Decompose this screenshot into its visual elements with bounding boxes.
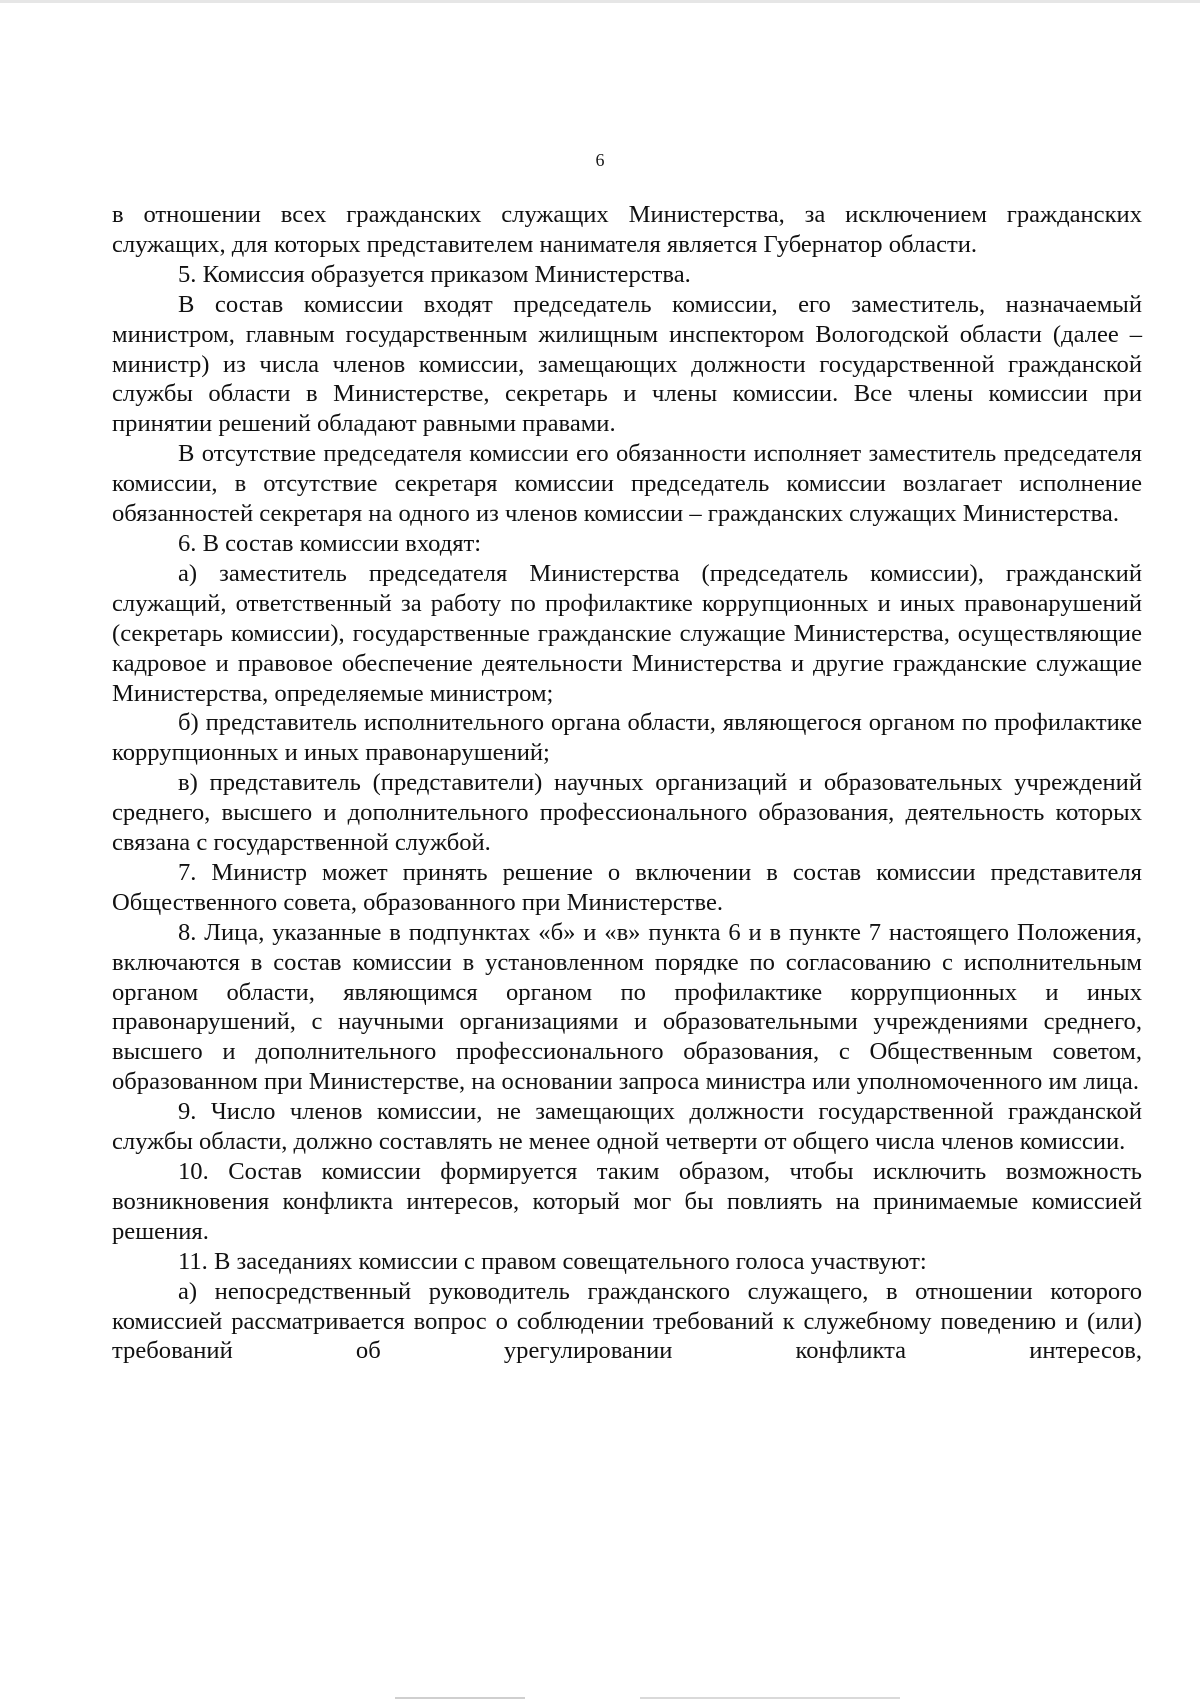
scan-mark [640,1697,900,1699]
paragraph-chair-absence: В отсутствие председателя комиссии его обязанности исполняет заместитель председателя комиссии, в отсутствие секретаря комиссии председатель комиссии возлагает исполнение обязанностей секретаря на одного из членов комиссии – гражданских служащих Министерства. [112,440,1142,528]
paragraph-item-6: 6. В состав комиссии входят: [178,529,482,557]
paragraph-continuation: в отношении всех гражданских служащих Министерства, за исключением гражданских служащих, для которых представителем нанимателя является Губернатор области. [112,201,1142,258]
paragraph-item-9: 9. Число членов комиссии, не замещающих должности государственной гражданской службы области, должно составлять не менее одной четверти от общего числа членов комиссии. [112,1098,1142,1156]
paragraph-item-7: 7. Министр может принять решение о включении в состав комиссии представителя Общественного совета, образованного при Министерстве. [112,858,1142,916]
paragraph-item-5: 5. Комиссия образуется приказом Министерства. [178,260,691,288]
scan-mark [395,1697,525,1699]
document-body [112,200,1142,1366]
paragraph-item-11: 11. В заседаниях комиссии с правом совещательного голоса участвуют: [178,1247,927,1275]
paragraph-item-6v: в) представитель (представители) научных организаций и образовательных учреждений среднего, высшего и дополнительного профессионального образования, деятельность которых связана с государственной службой. [112,769,1142,857]
scan-edge [0,0,1200,3]
paragraph-item-11a: а) непосредственный руководитель гражданского служащего, в отношении которого комиссией рассматривается вопрос о соблюдении требований к служебному поведению и (или) требований об урегулировании конфликта интересов, [112,1277,1142,1365]
paragraph-item-10: 10. Состав комиссии формируется таким образом, чтобы исключить возможность возникновения конфликта интересов, который мог бы повлиять на принимаемые комиссией решения. [112,1158,1142,1245]
paragraph-commission-composition: В состав комиссии входят председатель комиссии, его заместитель, назначаемый министром, главным государственным жилищным инспектором Вологодской области (далее – министр) из числа членов комиссии, замещающих должности государственной гражданской службы области в Министерстве, секретарь и члены комиссии. Все члены комиссии при принятии решений обладают равными правами. [112,290,1142,438]
paragraph-item-6b: б) представитель исполнительного органа области, являющегося органом по профилактике коррупционных и иных правонарушений; [112,709,1142,767]
page-number: 6 [595,150,605,170]
paragraph-item-6a: а) заместитель председателя Министерства (председатель комиссии), гражданский служащий, ответственный за работу по профилактике коррупционных и иных правонарушений (секретарь комиссии), государственные гражданские служащие Министерства, осуществляющие кадровое и правовое обеспечение деятельности Министерства и другие гражданские служащие Министерства, определяемые министром; [112,559,1142,707]
paragraph-item-8: 8. Лица, указанные в подпунктах «б» и «в» пункта 6 и в пункте 7 настоящего Положения, включаются в состав комиссии в установленном порядке по согласованию с исполнительным органом области, являющимся органом по профилактике коррупционных и иных правонарушений, с научными организациями и образовательными учреждениями среднего, высшего и дополнительного профессионального образования, с Общественным советом, образованном при Министерстве, на основании запроса министра или уполномоченного им лица. [112,918,1142,1096]
